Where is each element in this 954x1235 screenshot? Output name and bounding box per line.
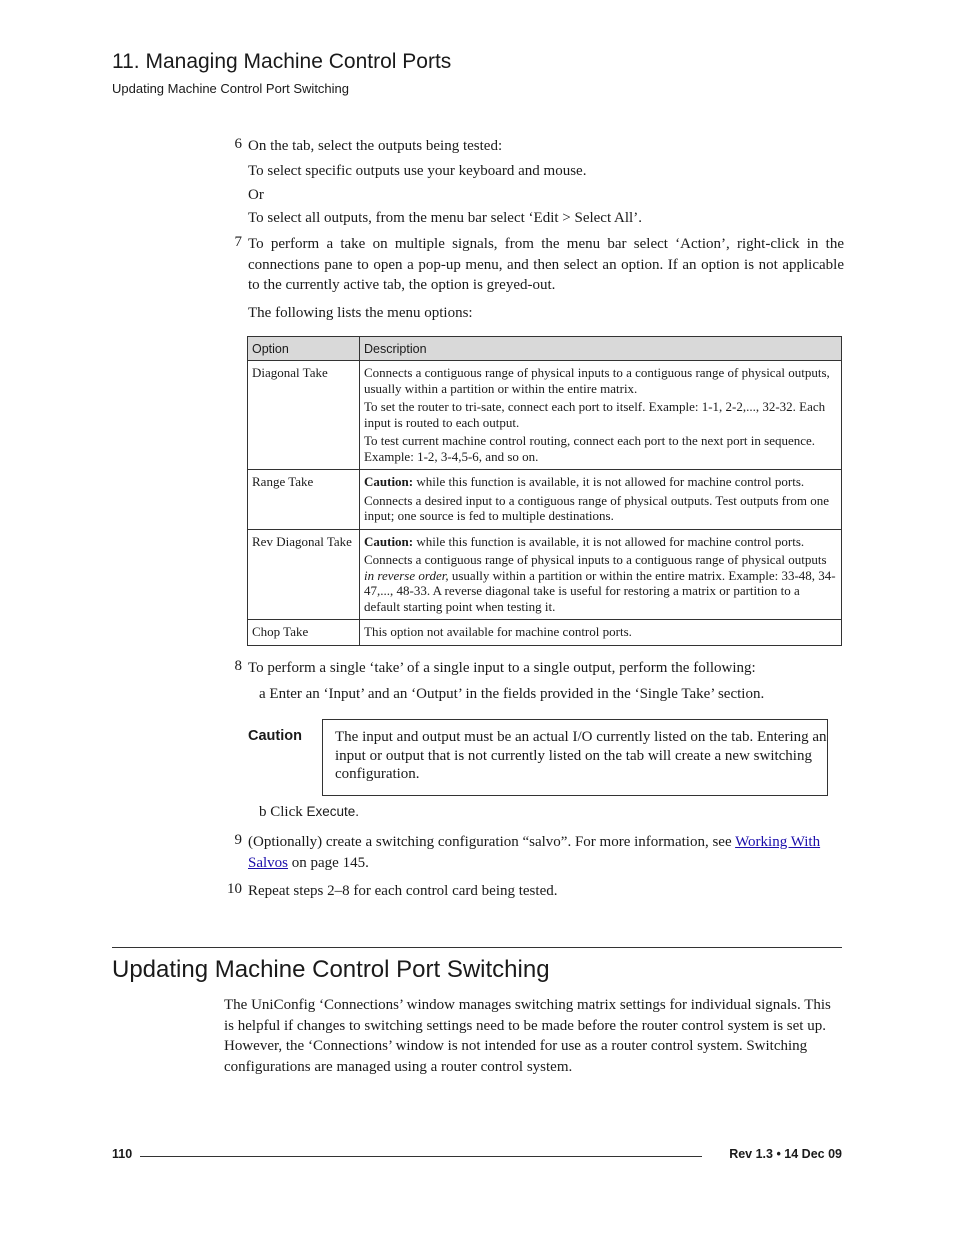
step-9-text-after: on page 145. [291,854,369,871]
option-cell: Range Take [248,470,360,530]
description-cell [360,470,842,530]
section-heading: Updating Machine Control Port Switching [112,956,550,983]
step-10-text: Repeat steps 2–8 for each control card being tested. [248,883,558,899]
caution-text: while this function is available, it is not allowed for machine control ports. [416,533,805,549]
description-text: Connects a contiguous range of physical inputs to a contiguous range of physical outputs [364,552,827,567]
step-6-line-3: To select all outputs, from the menu bar select ‘Edit > Select All’. [248,210,642,226]
step-9-text [248,832,844,873]
menu-options-table [247,336,842,646]
step-9-text-before: (Optionally) create a switching configuration “salvo”. For more information, see [248,834,732,850]
caution-box: The input and output must be an actual I/O currently listed on the tab. Entering an input or output that is not currently listed on the tab will create a new switching configuration. [322,719,828,796]
footer-page-number: 110 [112,1147,133,1161]
caution-paragraph [364,474,837,490]
step-7-intro: The following lists the menu options: [248,305,473,321]
description-text: usually within a partition or within the entire matrix. Example: 33-48, 34-47,..., 48-33. A reverse diagonal take is useful for restoring a matrix or partition to a default starting point when testing it. [364,567,836,614]
working-with-salvos-link[interactable]: Working With Salvos [248,834,821,871]
section-divider [112,947,842,948]
chapter-title: 11. Managing Machine Control Ports [112,50,452,73]
emphasis-text: in reverse order, [364,567,449,583]
step-8-number: 8 [234,658,242,674]
description-paragraph: To set the router to tri-sate, connect each port to itself. Example: 1-1, 2-2,..., 32-32. Each input is routed to each output. [364,399,826,430]
caution-text: while this function is available, it is not allowed for machine control ports. [416,474,805,489]
description-cell [360,620,842,646]
step-10-number: 10 [227,881,242,897]
description-paragraph: This option not available for machine control ports. [364,624,632,639]
description-paragraph: To test current machine control routing, connect each port to the next port in sequence. Example: 1-2, 3-4,5-6, and so on. [364,433,816,464]
table-header-description: Description [360,337,842,361]
section-subtitle: Updating Machine Control Port Switching [112,81,350,96]
step-7-text: To perform a take on multiple signals, from the menu bar select ‘Action’, right-click in the connections pane to open a pop-up menu, and then select an option. If an option is not applicable to the currently active tab, the option is greyed-out. [248,236,844,293]
description-cell [360,361,842,470]
table-header-option: Option [248,337,360,361]
description-cell [360,529,842,620]
step-8b-text [259,804,842,821]
step-8b-prefix: b Click [259,804,303,820]
description-paragraph: Connects a desired input to a contiguous range of physical outputs. Test outputs from one input; one source is fed to multiple destinations. [364,492,829,523]
step-6-line-1: To select specific outputs use your keyboard and mouse. [248,163,587,179]
step-9-number: 9 [234,832,242,848]
description-paragraph: Connects a contiguous range of physical inputs to a contiguous range of physical outputs, usually within a partition or within the entire matrix. [364,365,830,396]
option-cell: Chop Take [248,620,360,646]
section-intro: The UniConfig ‘Connections’ window manages switching matrix settings for individual signals. This is helpful if changes to switching settings need to be made before the router control system is set up. However, the ‘Connections’ window is not intended for use as a router control system. Switching configurations are managed using a router control system. [224,997,831,1075]
table-row [248,470,842,530]
caution-paragraph [364,534,837,550]
footer-revision: Rev 1.3 • 14 Dec 09 [729,1147,842,1161]
table-row [248,529,842,620]
footer-divider [140,1156,702,1157]
caution-label: Caution: [364,474,414,489]
step-7-number: 7 [234,234,242,250]
description-paragraph [364,552,837,614]
table-row [248,620,842,646]
table-header-row [248,337,842,361]
step-6-text: On the tab, select the outputs being tested: [248,138,503,154]
step-6-number: 6 [234,136,242,152]
caution-heading: Caution [248,728,302,744]
execute-label: Execute. [306,804,360,819]
option-cell: Diagonal Take [248,361,360,470]
step-6-line-2: Or [248,187,264,203]
option-cell: Rev Diagonal Take [248,529,360,620]
table-row [248,361,842,470]
step-8a-text: a Enter an ‘Input’ and an ‘Output’ in the fields provided in the ‘Single Take’ section. [259,686,765,702]
caution-label: Caution: [364,533,414,549]
step-8-text: To perform a single ‘take’ of a single input to a single output, perform the following: [248,660,756,676]
